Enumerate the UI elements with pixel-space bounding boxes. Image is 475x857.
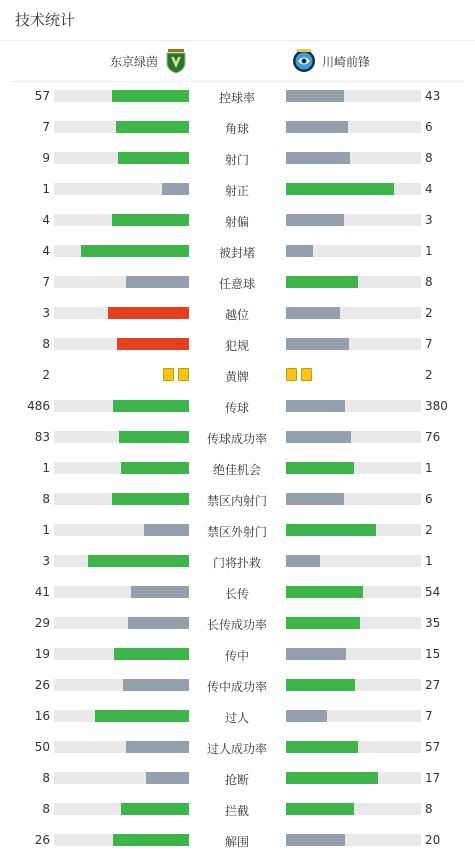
away-bar-track xyxy=(286,710,421,722)
home-value: 7 xyxy=(42,275,50,289)
yellow-card-icon xyxy=(286,368,297,381)
away-bar-fill xyxy=(286,586,363,598)
home-value: 486 xyxy=(27,399,50,413)
stat-label: 禁区内射门 xyxy=(206,494,267,508)
away-value: 1 xyxy=(425,554,433,568)
stat-row xyxy=(0,608,475,639)
stat-row xyxy=(0,763,475,794)
away-bar-track xyxy=(286,772,421,784)
home-bar-track xyxy=(54,648,189,660)
away-value: 7 xyxy=(425,337,433,351)
home-value: 16 xyxy=(34,709,50,723)
away-value: 57 xyxy=(425,740,441,754)
home-value: 57 xyxy=(34,89,50,103)
home-value: 7 xyxy=(42,120,50,134)
away-value: 8 xyxy=(425,151,433,165)
home-bar-track xyxy=(54,338,189,350)
stat-row xyxy=(0,174,475,205)
home-value: 26 xyxy=(34,678,50,692)
away-bar-fill xyxy=(286,121,348,133)
home-value: 3 xyxy=(42,554,50,568)
home-team-name: 东京绿茵 xyxy=(109,54,158,69)
home-bar-track xyxy=(54,307,189,319)
divider xyxy=(0,40,475,41)
home-bar-fill xyxy=(114,648,189,660)
away-bar-fill xyxy=(286,338,349,350)
home-bar-fill xyxy=(108,307,189,319)
home-bar-track xyxy=(54,834,189,846)
away-bar-track xyxy=(286,803,421,815)
yellow-card-icon xyxy=(163,368,174,381)
away-bar-fill xyxy=(286,245,313,257)
home-bar-track xyxy=(54,772,189,784)
away-bar-fill xyxy=(286,834,345,846)
stat-row xyxy=(0,453,475,484)
stat-label: 黄牌 xyxy=(224,370,249,384)
home-bar-fill xyxy=(126,276,189,288)
away-value: 17 xyxy=(425,771,441,785)
stat-row xyxy=(0,81,475,112)
home-bar-track xyxy=(54,679,189,691)
home-team xyxy=(110,48,188,74)
stat-label: 角球 xyxy=(224,122,249,136)
home-bar-fill xyxy=(112,90,189,102)
home-bar-track xyxy=(54,431,189,443)
home-bar-fill xyxy=(126,741,189,753)
home-bar-fill xyxy=(116,121,189,133)
stat-label: 控球率 xyxy=(218,91,255,105)
stat-label: 过人成功率 xyxy=(206,742,267,756)
home-bar-fill xyxy=(121,803,189,815)
away-bar-track xyxy=(286,586,421,598)
stat-row xyxy=(0,670,475,701)
home-bar-fill xyxy=(123,679,189,691)
stat-row xyxy=(0,546,475,577)
away-bar-track xyxy=(286,90,421,102)
home-bar-track xyxy=(54,586,189,598)
stat-row xyxy=(0,298,475,329)
away-bar-fill xyxy=(286,617,360,629)
away-value: 2 xyxy=(425,368,433,382)
away-bar-fill xyxy=(286,710,327,722)
away-value: 3 xyxy=(425,213,433,227)
away-team xyxy=(292,48,370,74)
away-bar-track xyxy=(286,524,421,536)
stat-row xyxy=(0,112,475,143)
home-bar-track xyxy=(54,90,189,102)
stat-label: 抢断 xyxy=(224,773,249,787)
away-value: 7 xyxy=(425,709,433,723)
away-value: 27 xyxy=(425,678,441,692)
home-bar-track xyxy=(54,493,189,505)
home-bar-fill xyxy=(88,555,189,567)
stat-row xyxy=(0,515,475,546)
stat-label: 被封堵 xyxy=(218,246,255,260)
stat-label: 任意球 xyxy=(218,277,255,291)
stat-row xyxy=(0,422,475,453)
away-value: 76 xyxy=(425,430,441,444)
away-bar-fill xyxy=(286,276,358,288)
away-bar-track xyxy=(286,400,421,412)
home-value: 26 xyxy=(34,833,50,847)
stat-label: 长传 xyxy=(224,587,249,601)
away-value: 20 xyxy=(425,833,441,847)
away-bar-track xyxy=(286,617,421,629)
away-bar-fill xyxy=(286,400,345,412)
home-value: 4 xyxy=(42,213,50,227)
away-value: 6 xyxy=(425,492,433,506)
home-team-logo-icon xyxy=(164,48,188,74)
away-value: 15 xyxy=(425,647,441,661)
home-bar-track xyxy=(54,710,189,722)
home-bar-fill xyxy=(144,524,189,536)
away-bar-fill xyxy=(286,741,358,753)
away-bar-fill xyxy=(286,90,344,102)
home-value: 83 xyxy=(34,430,50,444)
away-team-logo-icon xyxy=(292,48,316,74)
away-bar-track xyxy=(286,741,421,753)
stat-row xyxy=(0,825,475,856)
home-bar-fill xyxy=(112,214,189,226)
away-bar-track xyxy=(286,834,421,846)
stat-label: 传球 xyxy=(224,401,249,415)
home-bar-track xyxy=(54,214,189,226)
stat-row xyxy=(0,484,475,515)
stat-row xyxy=(0,639,475,670)
home-bar-track xyxy=(54,183,189,195)
stat-row xyxy=(0,701,475,732)
home-bar-fill xyxy=(119,431,189,443)
away-bar-fill xyxy=(286,772,378,784)
away-bar-track xyxy=(286,121,421,133)
home-value: 8 xyxy=(42,337,50,351)
home-bar-fill xyxy=(118,152,189,164)
stat-label: 解围 xyxy=(224,835,249,849)
away-bar-track xyxy=(286,276,421,288)
away-value: 8 xyxy=(425,802,433,816)
home-bar-track xyxy=(54,617,189,629)
home-bar-track xyxy=(54,400,189,412)
stat-label: 禁区外射门 xyxy=(206,525,267,539)
stat-label: 传球成功率 xyxy=(206,432,267,446)
home-value: 1 xyxy=(42,523,50,537)
stat-label: 射正 xyxy=(224,184,249,198)
home-bar-track xyxy=(54,555,189,567)
away-value: 6 xyxy=(425,120,433,134)
stat-label: 过人 xyxy=(224,711,249,725)
away-bar-track xyxy=(286,648,421,660)
stat-row xyxy=(0,236,475,267)
away-bar-track xyxy=(286,555,421,567)
away-value: 8 xyxy=(425,275,433,289)
stat-label: 犯规 xyxy=(224,339,249,353)
away-bar-track xyxy=(286,183,421,195)
away-value: 2 xyxy=(425,306,433,320)
stat-row xyxy=(0,794,475,825)
stat-label: 传中成功率 xyxy=(206,680,267,694)
away-bar-track xyxy=(286,431,421,443)
yellow-card-icon xyxy=(301,368,312,381)
home-bar-track xyxy=(54,803,189,815)
home-bar-track xyxy=(54,462,189,474)
home-bar-track xyxy=(54,121,189,133)
stat-row xyxy=(0,391,475,422)
home-yellow-cards xyxy=(163,368,189,381)
away-bar-track xyxy=(286,462,421,474)
home-bar-track xyxy=(54,152,189,164)
away-bar-track xyxy=(286,679,421,691)
home-value: 50 xyxy=(34,740,50,754)
away-value: 1 xyxy=(425,244,433,258)
away-value: 1 xyxy=(425,461,433,475)
home-bar-fill xyxy=(162,183,189,195)
home-value: 8 xyxy=(42,492,50,506)
away-bar-fill xyxy=(286,431,351,443)
home-bar-track xyxy=(54,741,189,753)
stat-label: 传中 xyxy=(224,649,249,663)
away-bar-fill xyxy=(286,524,376,536)
stat-label: 绝佳机会 xyxy=(212,463,261,477)
home-bar-track xyxy=(54,276,189,288)
yellow-card-icon xyxy=(178,368,189,381)
away-bar-fill xyxy=(286,493,344,505)
home-bar-fill xyxy=(113,400,189,412)
stat-label: 射偏 xyxy=(224,215,249,229)
home-bar-fill xyxy=(95,710,189,722)
home-bar-fill xyxy=(112,493,189,505)
away-bar-fill xyxy=(286,648,346,660)
away-bar-fill xyxy=(286,462,354,474)
home-bar-fill xyxy=(121,462,189,474)
home-value: 8 xyxy=(42,771,50,785)
away-value: 35 xyxy=(425,616,441,630)
stat-row xyxy=(0,732,475,763)
home-bar-fill xyxy=(113,834,189,846)
home-value: 1 xyxy=(42,461,50,475)
away-yellow-cards xyxy=(286,368,312,381)
away-bar-fill xyxy=(286,307,340,319)
away-bar-fill xyxy=(286,183,394,195)
away-value: 43 xyxy=(425,89,441,103)
home-bar-fill xyxy=(81,245,189,257)
home-bar-fill xyxy=(117,338,189,350)
home-value: 29 xyxy=(34,616,50,630)
home-value: 1 xyxy=(42,182,50,196)
away-bar-track xyxy=(286,245,421,257)
stat-label: 越位 xyxy=(224,308,249,322)
away-bar-track xyxy=(286,338,421,350)
home-bar-track xyxy=(54,524,189,536)
home-value: 8 xyxy=(42,802,50,816)
stat-row xyxy=(0,267,475,298)
stat-row xyxy=(0,143,475,174)
stat-label: 射门 xyxy=(224,153,249,167)
page-title: 技术统计 xyxy=(15,11,76,29)
home-value: 19 xyxy=(34,647,50,661)
home-value: 2 xyxy=(42,368,50,382)
home-bar-track xyxy=(54,245,189,257)
stat-label: 拦截 xyxy=(224,804,249,818)
home-value: 41 xyxy=(34,585,50,599)
away-bar-track xyxy=(286,493,421,505)
away-bar-fill xyxy=(286,555,320,567)
away-bar-track xyxy=(286,307,421,319)
home-value: 3 xyxy=(42,306,50,320)
away-value: 4 xyxy=(425,182,433,196)
home-bar-fill xyxy=(146,772,189,784)
away-bar-fill xyxy=(286,214,344,226)
home-bar-fill xyxy=(131,586,189,598)
home-value: 9 xyxy=(42,151,50,165)
stat-label: 长传成功率 xyxy=(206,618,267,632)
stat-label: 门将扑救 xyxy=(212,556,261,570)
away-value: 2 xyxy=(425,523,433,537)
away-bar-fill xyxy=(286,152,350,164)
away-bar-track xyxy=(286,152,421,164)
stat-row xyxy=(0,329,475,360)
away-team-name: 川崎前锋 xyxy=(322,54,371,69)
home-bar-fill xyxy=(128,617,189,629)
stat-row xyxy=(0,360,475,391)
away-bar-fill xyxy=(286,803,354,815)
stat-row xyxy=(0,577,475,608)
away-bar-track xyxy=(286,214,421,226)
away-value: 54 xyxy=(425,585,441,599)
away-bar-fill xyxy=(286,679,355,691)
home-value: 4 xyxy=(42,244,50,258)
away-value: 380 xyxy=(425,399,448,413)
stat-row xyxy=(0,205,475,236)
